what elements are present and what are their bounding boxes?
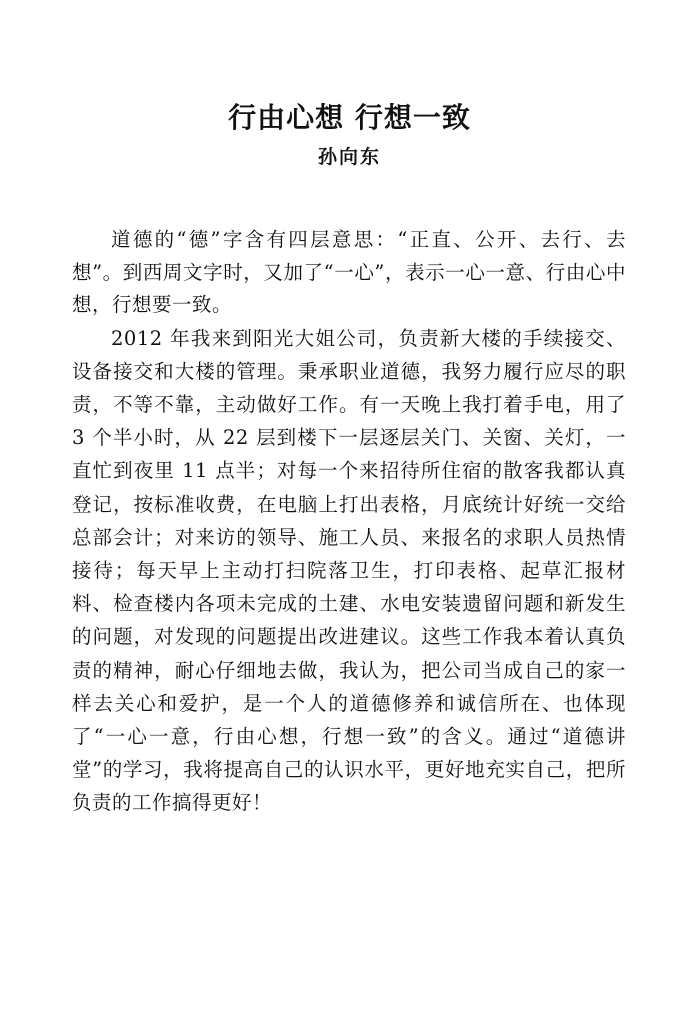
author-name: 孙向东 (317, 146, 381, 168)
paragraph: 2012 年我来到阳光大姐公司，负责新大楼的手续接交、设备接交和大楼的管理。秉承职业道德，我努力履行应尽的职责，不等不靠，主动做好工作。有一天晚上我打着手电，用了 3 个半小时，从 22 层到楼下一层逐层关门、关窗、关灯，一直忙到夜里 11 点半；对每一个来招待所住宿的散客我都认真登记，按标准收费，在电脑上打出表格，月底统计好统一交给总部会计；对来访的领导、施工人员、来报名的求职人员热情接待；每天早上主动打扫院落卫生，打印表格、起草汇报材料、检查楼内各项未完成的土建、水电安装遗留问题和新发生的问题，对发现的问题提出改进建议。这些工作我本着认真负责的精神，耐心仔细地去做，我认为，把公司当成自己的家一样去关心和爱护，是一个人的道德修养和诚信所在、也体现了“一心一意，行由心想，行想一致”的含义。通过“道德讲堂”的学习，我将提高自己的认识水平，更好地充实自己，把所负责的工作搞得更好！ (72, 326, 626, 815)
article-body (72, 224, 626, 820)
paragraph: 道德的“德”字含有四层意思：“正直、公开、去行、去想”。到西周文字时，又加了“一心”，表示一心一意、行由心中想，行想要一致。 (72, 228, 626, 316)
article-title: 行由心想 行想一致 (228, 101, 471, 134)
